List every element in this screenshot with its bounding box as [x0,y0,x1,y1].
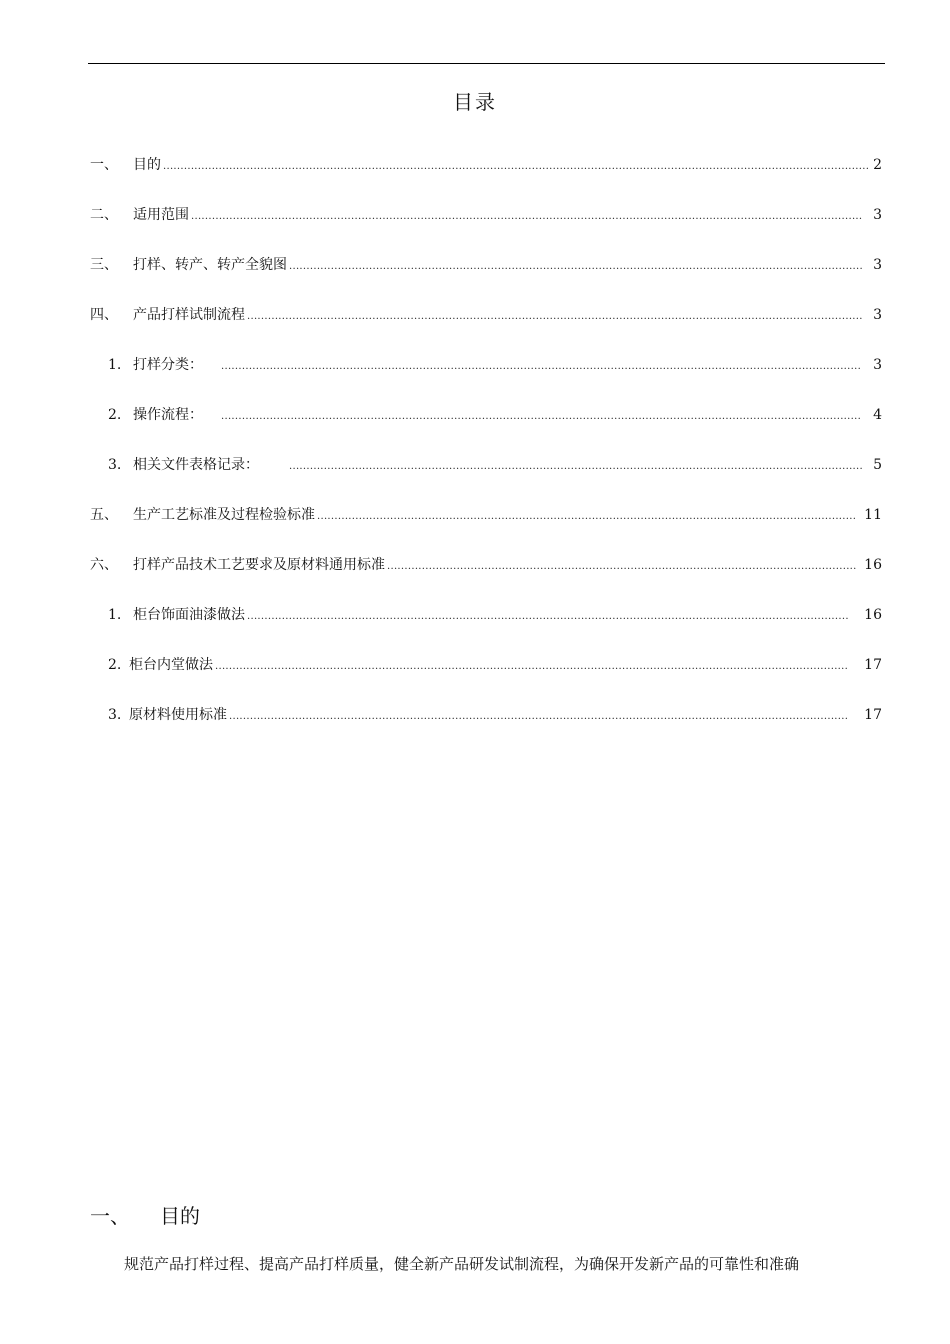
toc-entry-page: 17 [864,707,882,723]
toc-entry-label: 打样、转产、转产全貌图 [133,257,287,273]
toc-leader-dots [191,206,862,228]
toc-entry-number: 三、 [90,257,118,273]
toc-entry-page: 5 [873,457,882,473]
toc-entry-label: 操作流程： [133,407,203,423]
toc-leader-dots [289,256,862,278]
toc-leader-dots [221,356,862,378]
toc-entry[interactable] [90,154,882,176]
toc-leader-dots [229,706,848,728]
header-rule [88,63,885,64]
toc-entry-number: 一、 [90,157,118,173]
toc-entry[interactable] [108,354,882,376]
toc-entry-number: 3. [108,457,122,473]
toc-entry[interactable] [90,504,882,526]
toc-entry-page: 3 [873,207,882,223]
toc-leader-dots [221,406,862,428]
toc-leader-dots [247,606,848,628]
toc-entry-page: 16 [864,557,882,573]
toc-entry-page: 16 [864,607,882,623]
toc-entry[interactable] [90,554,882,576]
toc-entry-label: 生产工艺标准及过程检验标准 [133,507,315,523]
toc-entry-page: 2 [873,157,882,173]
toc-entry-label: 打样产品技术工艺要求及原材料通用标准 [133,557,385,573]
toc-entry-label: 产品打样试制流程 [133,307,245,323]
toc-leader-dots [163,156,869,178]
toc-entry-label: 原材料使用标准 [129,707,227,723]
toc-leader-dots [387,556,856,578]
section-title: 目的 [160,1204,200,1228]
toc-entry-page: 3 [873,357,882,373]
section-number: 一、 [90,1204,130,1228]
toc-leader-dots [289,456,862,478]
toc-entry[interactable] [108,454,882,476]
toc-entry-page: 3 [873,257,882,273]
toc-entry[interactable] [108,604,882,626]
toc-entry-label: 柜台内堂做法 [129,657,213,673]
toc-entry-number: 2. [108,407,122,423]
toc-entry-label: 柜台饰面油漆做法 [133,607,245,623]
toc-entry-number: 四、 [90,307,118,323]
toc-entry[interactable] [108,704,882,726]
toc-entry-page: 17 [864,657,882,673]
toc-entry[interactable] [108,654,882,676]
toc-entry-number: 1. [108,607,122,623]
toc-entry[interactable] [90,254,882,276]
toc-entry-label: 相关文件表格记录： [133,457,259,473]
toc-entry-label: 适用范围 [133,207,189,223]
toc-entry-page: 4 [873,407,882,423]
toc-entry-number: 1. [108,357,122,373]
section-body-text: 规范产品打样过程、提高产品打样质量，健全新产品研发试制流程，为确保开发新产品的可靠性和准确 [124,1255,800,1273]
toc-entry[interactable] [108,404,882,426]
toc-entry-number: 二、 [90,207,118,223]
toc-entry-number: 3. [108,707,122,723]
toc-entry-label: 目的 [133,157,161,173]
toc-entry-label: 打样分类： [133,357,203,373]
toc-title: 目录 [453,90,497,114]
toc-leader-dots [317,506,856,528]
toc-entry-number: 五、 [90,507,118,523]
toc-entry[interactable] [90,204,882,226]
toc-entry-number: 六、 [90,557,118,573]
toc-entry-page: 3 [873,307,882,323]
toc-leader-dots [247,306,862,328]
toc-leader-dots [215,656,848,678]
toc-entry[interactable] [90,304,882,326]
section-heading [90,1200,200,1229]
toc-entry-number: 2. [108,657,122,673]
toc-entry-page: 11 [864,507,882,523]
